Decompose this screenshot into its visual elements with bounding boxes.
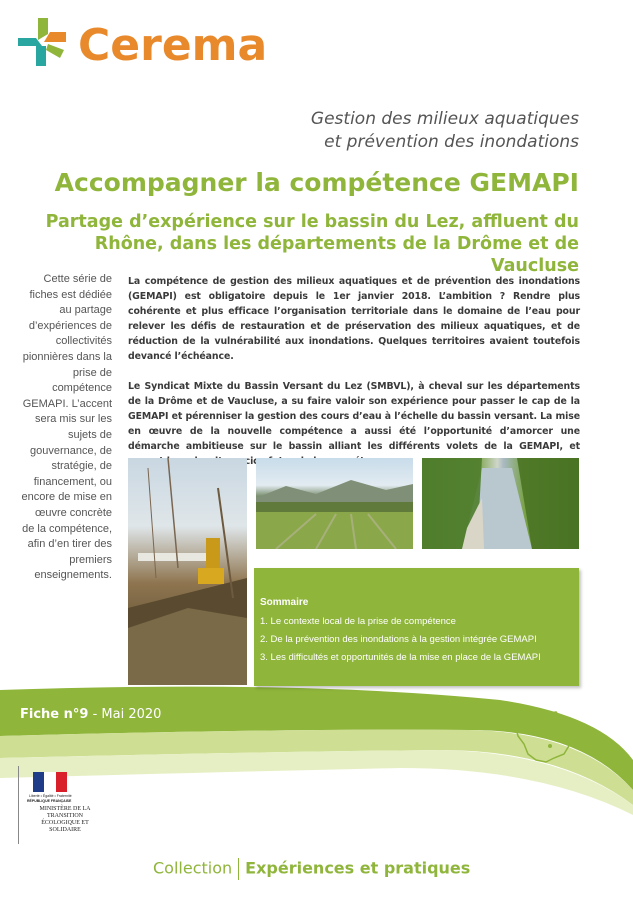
- cerema-logo-icon: [14, 14, 70, 70]
- sommaire-title: Sommaire: [260, 597, 309, 608]
- page-title: Accompagner la compétence GEMAPI: [54, 168, 579, 197]
- sommaire-list: [260, 613, 541, 667]
- france-map-icon: [510, 704, 574, 768]
- theme-line-2: et prévention des inondations: [324, 132, 579, 152]
- sommaire-item[interactable]: 2. De la prévention des inondations à la gestion intégrée GEMAPI: [260, 634, 537, 645]
- fiche-number: [20, 707, 161, 722]
- collection-prefix: Collection: [153, 858, 233, 878]
- fiche-label: Fiche n°9: [20, 707, 89, 722]
- sommaire-box: [254, 568, 579, 686]
- sommaire-item[interactable]: 1. Le contexte local de la prise de compétence: [260, 616, 456, 627]
- intro-paragraph-1: La compétence de gestion des milieux aquatiques et de prévention des inondations (GEMAPI) est obligatoire depuis le 1er janvier 2018. L’ambition ? Rendre plus cohérente et plus efficace l’organisation territoriale dans le domaine de l’eau pour relever les défis de restauration et de préservation des milieux aquatiques, et de réduction de la vulnérabilité aux inondations. Quelques territoires avaient toutefois devancé l’échéance.: [128, 276, 580, 362]
- photo-river: [422, 458, 579, 549]
- sidebar-note: Cette série de fiches est dédiée au partage d’expériences de collectivités pionnières dans la prise de compétence GEMAPI. L’accent sera mis sur les sujets de gouvernance, de stratégie, de financement, ou encore de mise en œuvre concrète de la compétence, afin d’en tirer des premiers enseignements.: [21, 273, 112, 582]
- fiche-date: - Mai 2020: [88, 707, 162, 722]
- sommaire-item[interactable]: 3. Les difficultés et opportunités de la mise en place de la GEMAPI: [260, 652, 541, 663]
- republic-motto: Liberté • Égalité • Fraternité: [29, 794, 72, 798]
- ministry-label: MINISTÈRE DE LA TRANSITION ÉCOLOGIQUE ET SOLIDAIRE: [39, 806, 91, 833]
- theme-line-1: Gestion des milieux aquatiques: [310, 109, 579, 129]
- intro-text: [128, 274, 580, 484]
- collection-separator: [238, 858, 239, 880]
- logo-text: Cerema: [78, 20, 268, 71]
- collection-name: Expériences et pratiques: [245, 858, 471, 878]
- photo-vineyard: [256, 458, 413, 549]
- intro-paragraph-2: Le Syndicat Mixte du Bassin Versant du Lez (SMBVL), à cheval sur les départements de la Drôme et de Vaucluse, a su faire valoir son expérience pour passer le cap de la GEMAPI et pérenniser la gestion des cours d’eau à l’échelle du bassin versant. La mise en œuvre de la nouvelle compétence a aussi été l’opportunité d’amorcer une démarche ambitieuse sur le bassin alliant les différents volets de la GEMAPI, et: [128, 381, 580, 452]
- republic-label: RÉPUBLIQUE FRANÇAISE: [27, 799, 72, 803]
- page-subtitle: Partage d’expérience sur le bassin du Lez, affluent du Rhône, dans les départements de la Drôme et de Vaucluse: [45, 212, 579, 276]
- collection-label: [153, 858, 470, 880]
